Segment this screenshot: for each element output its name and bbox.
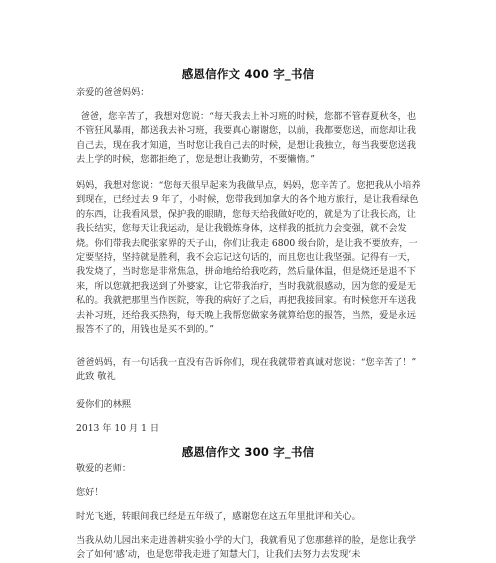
article-2-paragraph-1: 时光飞逝，转眼间我已经是五年级了，感谢您在这五年里批评和关心。: [76, 511, 361, 522]
article-1-paragraph-1: 爸爸，您辛苦了，我想对您说：“每天我去上补习班的时候，您都不管春夏秋冬，也不管狂风暴雨，都送我去补习班，我要真心谢谢您，以前，我都要您送，而您却让我自己去，现在我才知道，当时您让我自己去的时候，是想让我独立，每当我要您送我去上学的时候，您都拒绝了，您是想让我勤劳，不要懒惰。”: [76, 111, 417, 166]
article-1-salutation: 亲爱的爸爸妈妈：: [76, 87, 150, 98]
article-2-paragraph-2: 当我从幼儿园出来走进善耕实验小学的大门，我就看见了您那慈祥的脸，是您让我学会了如何‘感’动，也是您带我走进了知慧大门，让我们去努力去发现‘未: [76, 535, 416, 561]
article-1-title: 感恩信作文 400 字_书信: [181, 67, 315, 81]
article-1-paragraph-2: 妈妈，我想对您说：“您每天很早起来为我做早点，妈妈，您辛苦了。您把我从小培养到现在，已经过去 9 年了，小时候，您带我到加拿大的各个地方旅行，是让我看绿色的东西，让我看风景，保护我的眼睛，您每天给我做好吃的，就是为了让我长高，让我长结实，您每天让我运动，是让我锻炼身体，这样我的抵抗力会变强，就不会发烧。你们带我去爬张家界的天子山，你们让我走 6800 级台阶，是让我不要放弃，一定要坚持，坚持就是胜利，我不会忘记这句话的，而且您也让我坚强。记得有一天，我发烧了，当时您是非常焦急，拼命地给给我吃药，然后量体温，但是烧还是退不下来，所以您就把我送到了外婆家，让它带我治疗，当时我就很感动，因为您的爱是无私的。我就把那里当作医院，等我的病好了之后，再把我接回家。有时候您开车送我去补习班，还给我买热狗，每天晚上我帮您做家务就算给您的报答，当然，爱是永远报答不了的，用钱也是买不到的。”: [76, 180, 421, 336]
article-1-date: 2013 年 10 月 1 日: [76, 423, 160, 434]
article-1-signature: 爱你们的林熙: [76, 399, 132, 410]
article-1-paragraph-3: 爸爸妈妈，有一句话我一直没有告诉你们，现在我就带着真诚对您说：“您辛苦了！” 此致 敬礼: [76, 357, 417, 383]
article-2-salutation: 敬爱的老师：: [76, 463, 132, 474]
article-2-title: 感恩信作文 300 字_书信: [181, 445, 315, 459]
article-2-greeting: 您好！: [76, 487, 104, 498]
